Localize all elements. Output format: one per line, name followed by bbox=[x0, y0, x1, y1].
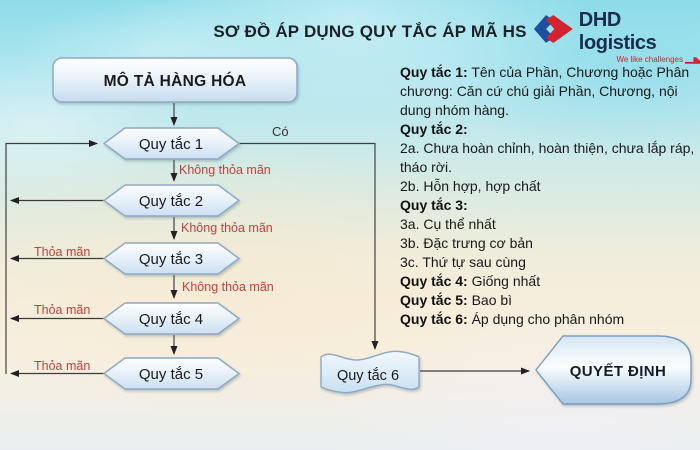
label-not-satisfied-2: Không thỏa mãn bbox=[181, 221, 273, 235]
rule-label: Quy tắc 5: bbox=[400, 292, 468, 308]
rule-line bbox=[400, 291, 700, 310]
logo-tagline-text: We like challenges bbox=[616, 55, 683, 64]
rule-line bbox=[400, 196, 700, 215]
rule-text: 2a. Chưa hoàn chỉnh, hoàn thiện, chưa lắp ráp, tháo rời. bbox=[400, 140, 695, 175]
rule4-node-label: Quy tắc 4 bbox=[138, 311, 204, 328]
rule-line bbox=[400, 63, 700, 120]
rule-line bbox=[400, 272, 700, 291]
rule-text: Bao bì bbox=[467, 292, 513, 308]
label-yes: Có bbox=[272, 124, 289, 139]
rule-text: 3c. Thứ tự sau cùng bbox=[400, 254, 526, 270]
logo-diamonds-icon bbox=[533, 12, 574, 46]
rule-text: 2b. Hỗn hợp, hợp chất bbox=[400, 178, 541, 194]
rule-line bbox=[400, 234, 700, 253]
rule-text: 3b. Đặc trưng cơ bản bbox=[400, 235, 533, 251]
rule-line bbox=[400, 215, 700, 234]
rule-text: Tên của Phần, Chương hoặc Phân chương: Căn cứ chú giải Phần, Chương, nội dung nhóm hàng. bbox=[400, 64, 690, 118]
rule5-node-label: Quy tắc 5 bbox=[138, 366, 204, 383]
logo bbox=[533, 9, 700, 64]
rule-line bbox=[400, 120, 700, 139]
page-title: SƠ ĐỒ ÁP DỤNG QUY TẮC ÁP MÃ HS bbox=[213, 22, 527, 41]
label-not-satisfied-1: Không thỏa mãn bbox=[179, 163, 271, 177]
rule-text: Giống nhất bbox=[467, 273, 541, 289]
label-not-satisfied-3: Không thỏa mãn bbox=[182, 280, 274, 294]
rules-panel bbox=[400, 63, 700, 329]
rule-line bbox=[400, 177, 700, 196]
rule-label: Quy tắc 4: bbox=[400, 273, 468, 289]
rule-label: Quy tắc 3: bbox=[400, 197, 468, 213]
rule2-node-label: Quy tắc 2 bbox=[138, 193, 204, 210]
start-node-label: MÔ TẢ HÀNG HÓA bbox=[103, 73, 247, 90]
label-satisfied-5: Thỏa mãn bbox=[34, 359, 91, 373]
rule-text: Áp dụng cho phân nhóm bbox=[467, 311, 625, 327]
label-satisfied-4: Thỏa mãn bbox=[34, 303, 91, 317]
rule-label: Quy tắc 6: bbox=[400, 311, 468, 327]
rule6-node-label: Quy tắc 6 bbox=[336, 368, 400, 384]
rule1-node-label: Quy tắc 1 bbox=[138, 136, 204, 153]
rule-line bbox=[400, 139, 700, 177]
rule3-node-label: Quy tắc 3 bbox=[138, 251, 204, 268]
decision-node-label: QUYẾT ĐỊNH bbox=[569, 363, 667, 380]
logo-text-block bbox=[579, 9, 700, 64]
rule-text: 3a. Cụ thể nhất bbox=[400, 216, 496, 232]
rule-label: Quy tắc 1: bbox=[400, 64, 468, 80]
label-satisfied-3: Thỏa mãn bbox=[34, 245, 91, 259]
rule-line bbox=[400, 310, 700, 329]
rule-line bbox=[400, 253, 700, 272]
logo-name: DHD logistics bbox=[578, 9, 657, 54]
rule-label: Quy tắc 2: bbox=[400, 121, 468, 137]
